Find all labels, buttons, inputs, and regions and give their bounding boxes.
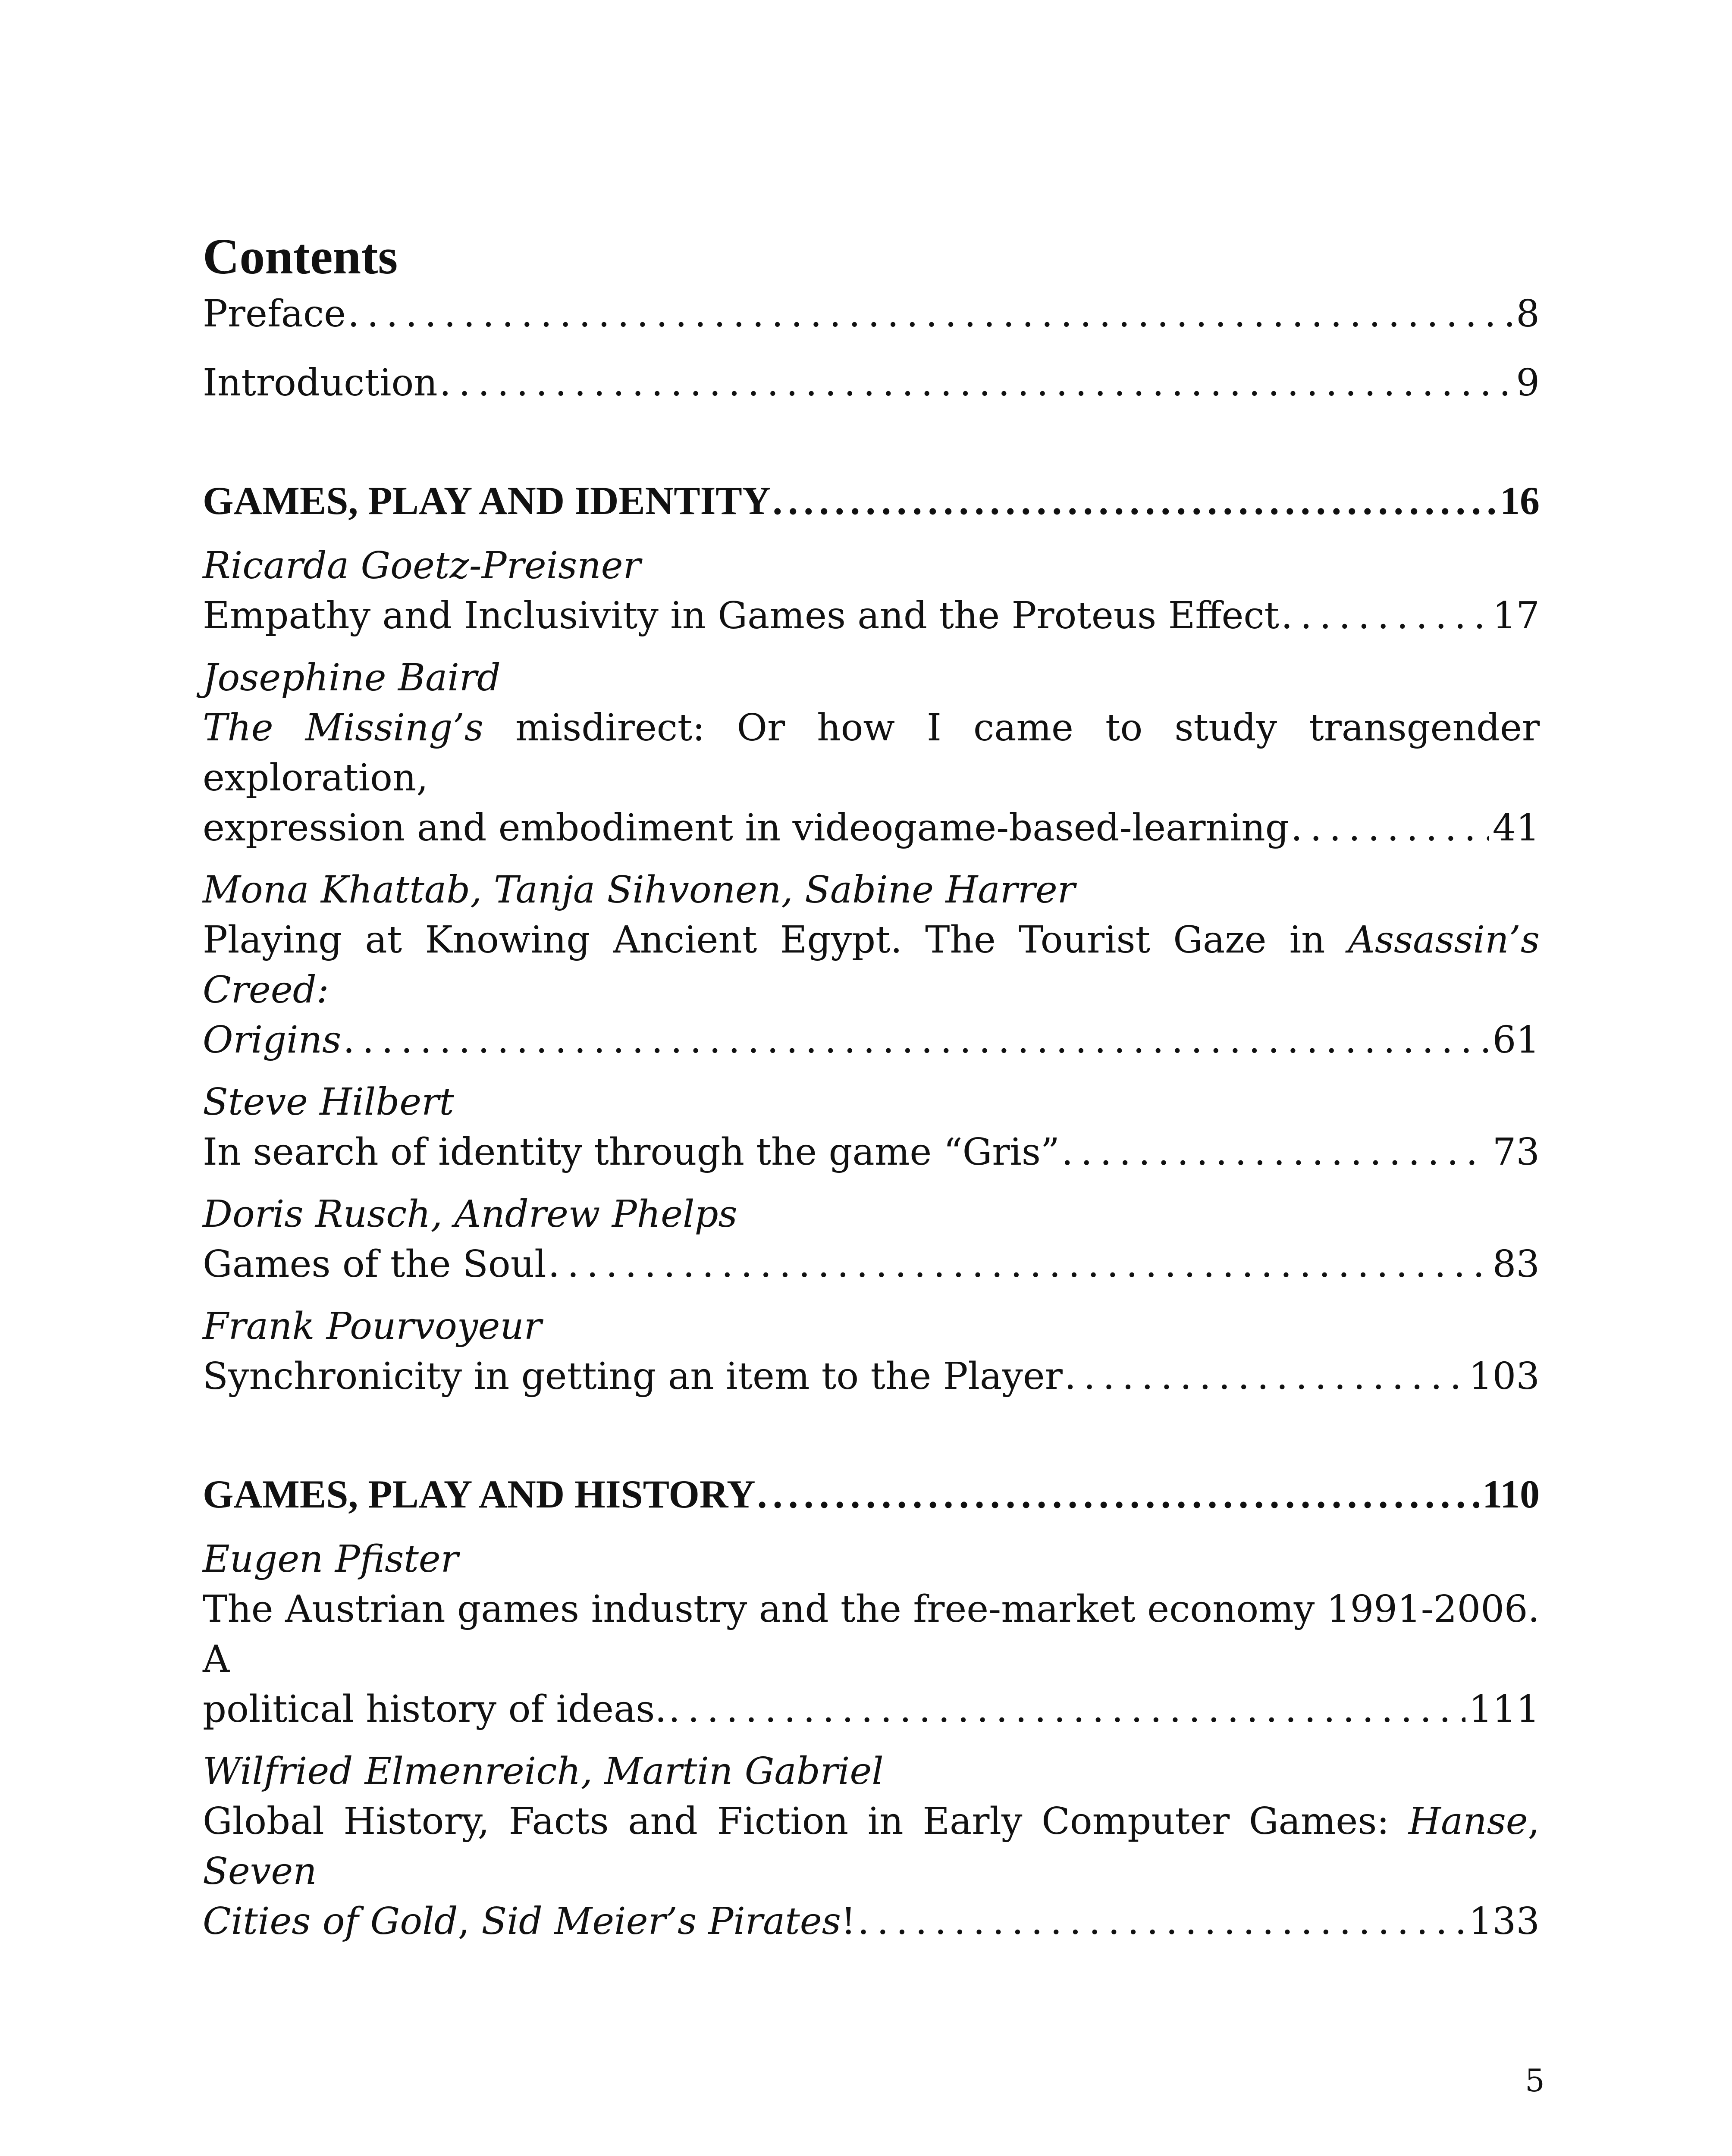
toc-entry-title: Preface — [203, 292, 346, 335]
entry-author: Steve Hilbert — [203, 1081, 454, 1124]
entry-page-number: 103 — [1468, 1355, 1540, 1398]
entry-author: Doris Rusch, Andrew Phelps — [203, 1193, 737, 1236]
entry-page-number: 133 — [1468, 1900, 1540, 1943]
entry-title-italic: The Missing’s — [203, 706, 483, 749]
entry-page-number: 17 — [1492, 594, 1540, 637]
contents-heading: Contents — [203, 228, 398, 285]
toc-entry[interactable] — [203, 1077, 1540, 1177]
entry-title-text: political history of ideas. — [203, 1688, 667, 1731]
toc-page-number: 8 — [1516, 292, 1540, 335]
entry-title: Synchronicity in getting an item to the Player — [203, 1355, 1063, 1398]
section-page-number: 110 — [1482, 1472, 1540, 1516]
dot-leader — [343, 1015, 1489, 1065]
entry-author: Mona Khattab, Tanja Sihvonen, Sabine Harrer — [203, 868, 1075, 912]
entry-title: Games of the Soul — [203, 1243, 546, 1286]
dot-leader — [668, 1684, 1465, 1734]
entry-title-line: The Austrian games industry and the free-market economy 1991-2006. A — [203, 1588, 1540, 1681]
entry-page-number: 41 — [1492, 806, 1540, 849]
section-heading-history[interactable] — [203, 1466, 1540, 1522]
dot-leader — [857, 1896, 1465, 1946]
toc-entry-introduction[interactable] — [203, 358, 1540, 408]
entry-title-line — [203, 915, 1540, 1015]
entry-page-number: 73 — [1492, 1131, 1540, 1174]
dot-leader — [757, 1466, 1479, 1522]
entry-author: Ricarda Goetz-Preisner — [203, 544, 641, 587]
section-heading-identity[interactable] — [203, 473, 1540, 529]
table-of-contents — [203, 224, 1540, 1959]
entry-title: In search of identity through the game “Gris” — [203, 1131, 1060, 1174]
entry-title-line — [203, 703, 1540, 803]
entry-title-separator: , — [1528, 1800, 1540, 1843]
toc-entry[interactable] — [203, 1301, 1540, 1401]
section-title: GAMES, PLAY AND HISTORY — [203, 1472, 756, 1516]
toc-entry-title: Introduction — [203, 361, 438, 404]
entry-title-text: Global History, Facts and Fiction in Early Computer Games: — [203, 1800, 1409, 1843]
section-title: GAMES, PLAY AND IDENTITY — [203, 479, 771, 523]
entry-title: Empathy and Inclusivity in Games and the Proteus Effect — [203, 594, 1280, 637]
section-page-number: 16 — [1500, 479, 1540, 523]
dot-leader — [772, 473, 1497, 529]
entry-title-text: Playing at Knowing Ancient Egypt. The Tourist Gaze in — [203, 918, 1348, 962]
dot-leader — [439, 358, 1513, 408]
entry-author: Frank Pourvoyeur — [203, 1305, 542, 1348]
dot-leader — [1061, 1127, 1489, 1177]
entry-page-number: 61 — [1492, 1018, 1540, 1062]
dot-leader — [348, 289, 1512, 339]
entry-author: Eugen Pfister — [203, 1538, 458, 1581]
entry-author: Josephine Baird — [203, 656, 501, 699]
toc-entry[interactable] — [203, 1189, 1540, 1289]
entry-title-italic: Sid Meier’s Pirates — [481, 1900, 841, 1943]
entry-title-text: ! — [841, 1900, 856, 1943]
toc-entry[interactable] — [203, 865, 1540, 1065]
entry-title-text: misdirect: Or how I came to study transgender exploration, — [203, 706, 1540, 799]
dot-leader — [1291, 803, 1489, 853]
dot-leader — [1281, 591, 1489, 641]
toc-entry-preface[interactable] — [203, 289, 1540, 339]
toc-entry[interactable] — [203, 1534, 1540, 1734]
entry-page-number: 83 — [1492, 1243, 1540, 1286]
entry-title-separator: , — [458, 1900, 482, 1943]
entry-title-italic: Cities of Gold — [203, 1900, 458, 1943]
dot-leader — [548, 1239, 1489, 1289]
entry-title-text: expression and embodiment in videogame-based-learning — [203, 806, 1289, 849]
entry-title-italic: Hanse — [1408, 1800, 1528, 1843]
entry-page-number: 111 — [1468, 1688, 1540, 1731]
toc-entry[interactable] — [203, 653, 1540, 853]
dot-leader — [1064, 1351, 1465, 1401]
entry-title-italic: Origins — [203, 1018, 342, 1062]
page-number: 5 — [1525, 2062, 1545, 2099]
entry-title-italic: Seven — [203, 1850, 317, 1893]
entry-title-line — [203, 1796, 1540, 1896]
toc-page-number: 9 — [1516, 361, 1540, 404]
entry-author: Wilfried Elmenreich, Martin Gabriel — [203, 1750, 884, 1793]
toc-entry[interactable] — [203, 1746, 1540, 1946]
entry-title-line — [203, 1896, 856, 1946]
toc-entry[interactable] — [203, 541, 1540, 641]
entry-title-italic: Assassin’s Creed: — [203, 918, 1540, 1012]
